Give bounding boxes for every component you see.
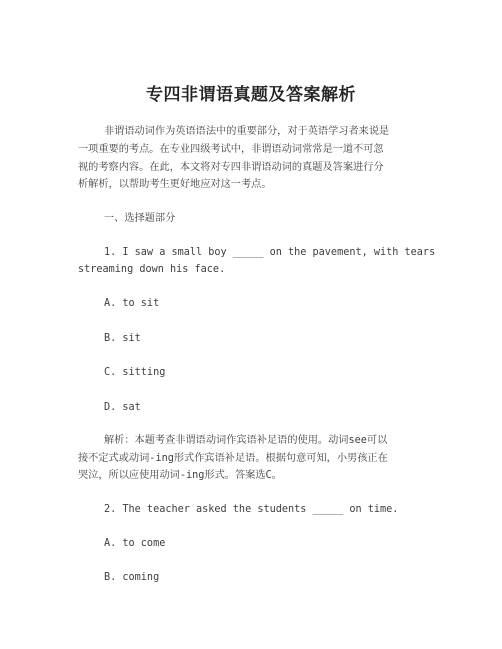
option-d: D. sat (104, 402, 141, 413)
option-c: C. sitting (104, 367, 166, 378)
option-b: B. coming (104, 572, 160, 583)
option-a: A. to sit (104, 298, 160, 309)
document-title: 专四非谓语真题及答案解析 (146, 85, 356, 105)
option-a: A. to come (104, 538, 166, 549)
analysis-line: 哭泣，所以应使用动词-ing形式。答案选C。 (78, 470, 282, 481)
section-heading: 一、选择题部分 (104, 213, 176, 224)
option-b: B. sit (104, 333, 141, 344)
question-stem-line: streaming down his face. (78, 264, 226, 275)
intro-line: 一项重要的考点。在专业四级考试中，非谓语动词常常是一道不可忽 (78, 144, 384, 155)
analysis-line: 接不定式或动词-ing形式作宾语补足语。根据句意可知，小男孩正在 (78, 453, 388, 464)
analysis-line: 解析：本题考查非谓语动词作宾语补足语的使用。动词see可以 (104, 435, 388, 446)
intro-line: 视的考察内容。在此，本文将对专四非谓语动词的真题及答案进行分 (78, 162, 384, 173)
intro-line: 析解析，以帮助考生更好地应对这一考点。 (78, 179, 272, 190)
question-stem-line: 1. I saw a small boy _____ on the pavement, with tears (104, 247, 436, 258)
question-stem-line: 2. The teacher asked the students _____ on time. (104, 504, 399, 515)
intro-line: 非谓语动词作为英语语法中的重要部分，对于英语学习者来说是 (104, 126, 390, 137)
